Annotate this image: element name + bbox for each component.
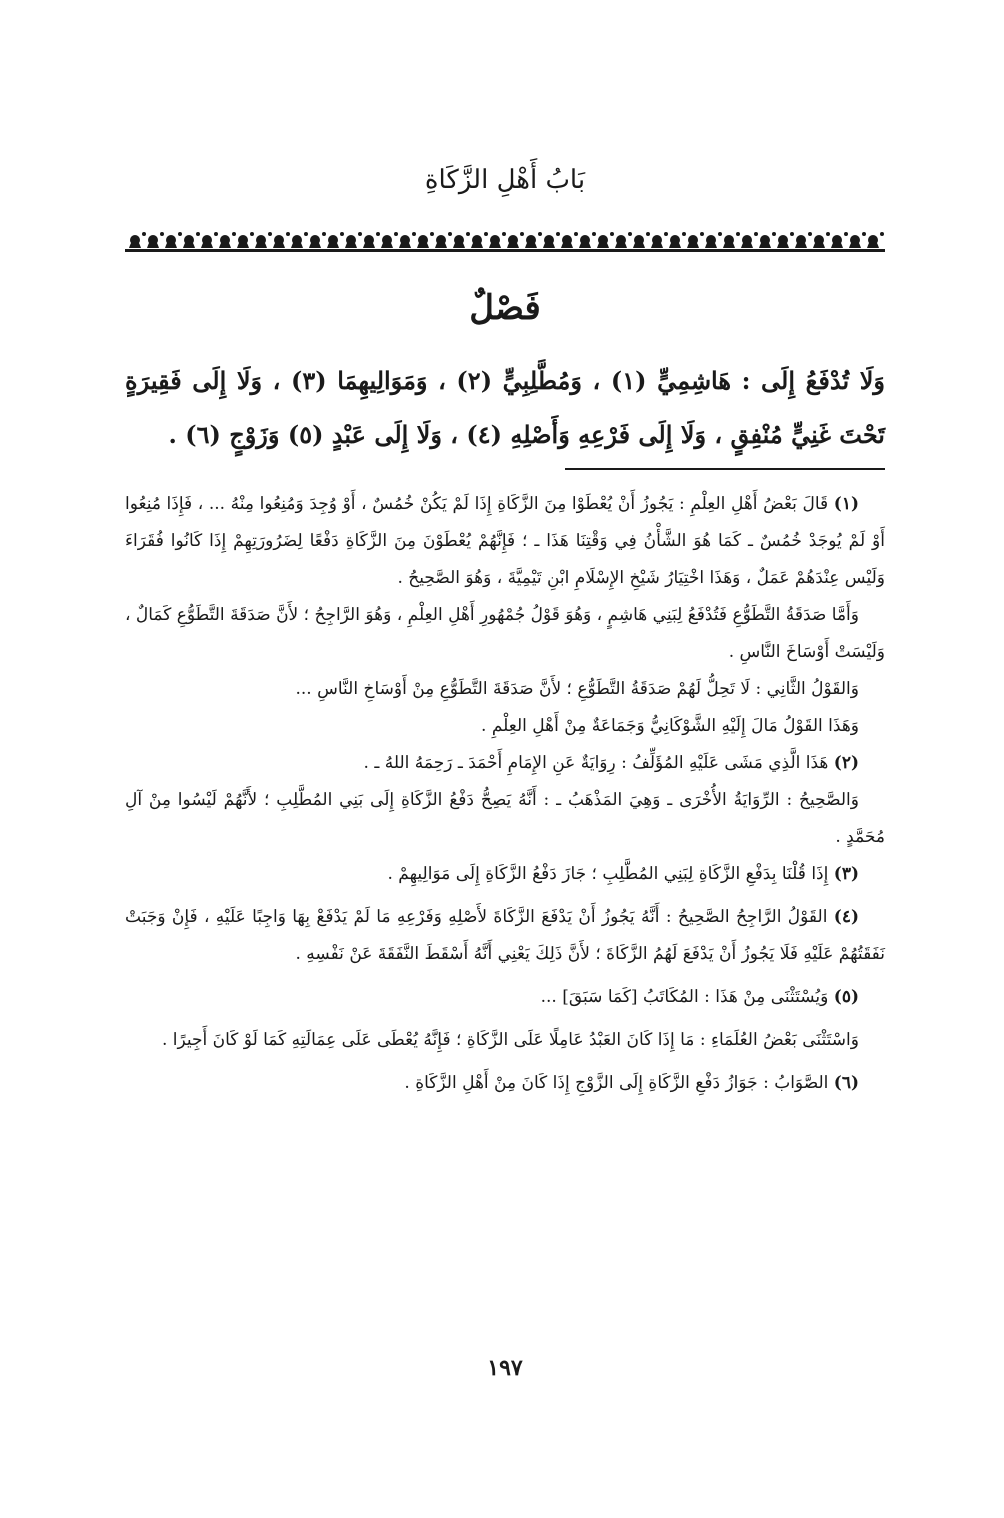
footnote-number: (٢) (833, 753, 859, 773)
ornament-dot (430, 232, 434, 236)
footnote-number: (٦) (833, 1073, 859, 1093)
ornament-dot (250, 232, 254, 236)
footnote-number: (١) (833, 494, 859, 514)
footnotes-section (125, 486, 885, 1102)
ornament-dot (394, 232, 398, 236)
main-text-paragraph: وَلَا تُدْفَعُ إِلَى : هَاشِمِيٍّ (١) ، وَمُطَّلِبِيٍّ (٢) ، وَمَوَالِيهِمَا (٣) ، وَلَا إِلَى فَقِيرَةٍ تَحْتَ غَنِيٍّ مُنْفِقٍ ، وَلَا إِلَى فَرْعِهِ وَأَصْلِهِ (٤) ، وَلَا إِلَى عَبْدٍ (٥) وَزَوْجٍ (٦) . (125, 366, 885, 449)
footnote-number: (٣) (833, 864, 859, 884)
ornament-dot (610, 232, 614, 236)
ornament-dot (772, 232, 776, 236)
ornament-dot (538, 232, 542, 236)
footnote-text: وَأَمَّا صَدَقَةُ التَّطَوُّعِ فَتُدْفَعُ لِبَنِي هَاشِمٍ ، وَهُوَ قَوْلُ جُمْهُورِ أَهْلِ العِلْمِ ، وَهُوَ الرَّاجِحُ ؛ لأَنَّ صَدَقَةَ التَّطَوُّعِ كَمَالٌ ، وَلَيْسَتْ أَوْسَاخَ النَّاسِ . (125, 605, 885, 662)
ornament-dot (322, 232, 326, 236)
ornament-dot (484, 232, 488, 236)
footnote-4 (125, 899, 885, 973)
footnote-2 (125, 745, 885, 782)
footnote-text: وَهَذَا القَوْلُ مَالَ إِلَيْهِ الشَّوْكَانِيُّ وَجَمَاعَةٌ مِنْ أَهْلِ العِلْمِ . (481, 716, 859, 736)
footnote-6 (125, 1065, 885, 1102)
ornament-dot (700, 232, 704, 236)
ornament-dot (880, 232, 884, 236)
footnote-text: وَيُسْتَثْنَى مِنْ هَذَا : المُكَاتَبُ [كَمَا سَبَقَ] ... (540, 987, 829, 1007)
ornament-dot (340, 232, 344, 236)
footnote-text: القَوْلُ الرَّاجِحُ الصَّحِيحُ : أَنَّهُ يَجُوزُ أَنْ يَدْفَعَ الزَّكَاةَ لأَصْلِهِ وَفَرْعِهِ مَا لَمْ يَدْفَعْ بِهَا وَاجِبًا عَلَيْهِ ، فَإِنْ وَجَبَتْ نَفَقَتُهُمْ عَلَيْهِ فَلَا يَجُوزُ أَنْ يَدْفَعَ لَهُمُ الزَّكَاةَ ؛ لأَنَّ ذَلِكَ يَعْنِي أَنَّهُ أَسْقَطَ النَّفَقَةَ عَنْ نَفْسِهِ . (125, 907, 885, 964)
ornament-dot (556, 232, 560, 236)
footnote-text: قَالَ بَعْضُ أَهْلِ العِلْمِ : يَجُوزُ أَنْ يُعْطَوْا مِنَ الزَّكَاةِ إِذَا لَمْ يَكُنْ خُمُسٌ ، أَوْ وُجِدَ وَمُنِعُوا مِنْهُ ... ، فَإِذَا مُنِعُوا أَوْ لَمْ يُوجَدْ خُمُسٌ ـ كَمَا هُوَ الشَّأْنُ فِي وَقْتِنَا هَذَا ـ ؛ فَإِنَّهُمْ يُعْطَوْنَ مِنَ الزَّكَاةِ دَفْعًا لِضَرُورَتِهِمْ إِذَا كَانُوا فُقَرَاءَ وَلَيْس عِنْدَهُمْ عَمَلٌ ، وَهَذَا اخْتِيَارُ شَيْخِ الإِسْلَامِ ابْنِ تَيْمِيَّةَ ، وَهُوَ الصَّحِيحُ . (125, 494, 885, 588)
footnote-1-paragraph-2 (125, 597, 885, 671)
footnote-3 (125, 856, 885, 893)
ornament-dot (412, 232, 416, 236)
ornament-dot (718, 232, 722, 236)
book-page (125, 0, 885, 1518)
ornament-dot (646, 232, 650, 236)
ornament-dot (196, 232, 200, 236)
ornament-dot (448, 232, 452, 236)
ornament-dot (826, 232, 830, 236)
footnote-2-paragraph-2 (125, 782, 885, 856)
footnote-number: (٥) (833, 987, 859, 1007)
footnote-1-paragraph-4 (125, 708, 885, 745)
ornament-dot (628, 232, 632, 236)
footnote-1 (125, 486, 885, 597)
ornament-dot (790, 232, 794, 236)
ornament-dot (682, 232, 686, 236)
footnote-text: الصَّوَابُ : جَوَازُ دَفْعِ الزَّكَاةِ إِلَى الزَّوْجِ إِذَا كَانَ مِنْ أَهْلِ الزَّكَاةِ . (404, 1073, 829, 1093)
ornament-dot (736, 232, 740, 236)
footnote-text: وَالصَّحِيحُ : الرِّوَايَةُ الأُخْرَى ـ وَهِيَ المَذْهَبُ ـ : أَنَّهُ يَصِحُّ دَفْعُ الزَّكَاةِ إِلَى بَنِي المُطَّلِبِ ؛ لأَنَّهُمْ لَيْسُوا مِنْ آلِ مُحَمَّدٍ . (125, 790, 885, 847)
ornament-dot (268, 232, 272, 236)
footnote-text: وَاسْتَثْنَى بَعْضُ العُلَمَاءِ : مَا إِذَا كَانَ العَبْدُ عَامِلًا عَلَى الزَّكَاةِ ؛ فَإِنَّهُ يُعْطَى عَلَى عِمَالَتِهِ كَمَا لَوْ كَانَ أَجِيرًا . (161, 1030, 859, 1050)
ornament-dot (304, 232, 308, 236)
ornament-dot (376, 232, 380, 236)
ornament-dot (214, 232, 218, 236)
footnote-text: هَذَا الَّذِي مَشَى عَلَيْهِ المُؤَلِّفُ : رِوَايَةٌ عَنِ الإِمَامِ أَحْمَدَ ـ رَحِمَهُ اللهُ ـ . (363, 753, 829, 773)
ornament-dot (286, 232, 290, 236)
chapter-title: بَابُ أَهْلِ الزَّكَاةِ (424, 165, 586, 195)
ornament-dot (160, 232, 164, 236)
ornament-dot (358, 232, 362, 236)
ornament-dot (808, 232, 812, 236)
footnote-1-paragraph-3 (125, 671, 885, 708)
ornament-dot (592, 232, 596, 236)
page-number: ١٩٧ (487, 1355, 523, 1381)
ornament-dot (862, 232, 866, 236)
footnote-text: إِذَا قُلْنَا بِدَفْعِ الزَّكَاةِ لِبَنِي المُطَّلِبِ ؛ جَازَ دَفْعُ الزَّكَاةِ إِلَى مَوَالِيهِمْ . (387, 864, 829, 884)
ornament-dot (142, 232, 146, 236)
ornament-dot (844, 232, 848, 236)
footnote-5 (125, 979, 885, 1016)
section-heading: فَصْلٌ (469, 288, 541, 328)
ornament-dot (574, 232, 578, 236)
decorative-border-ornament (125, 226, 885, 256)
footnote-divider (565, 468, 885, 470)
footnote-text: وَالقَوْلُ الثَّانِي : لَا تَحِلُّ لَهُمْ صَدَقَةُ التَّطَوُّعِ ؛ لأَنَّ صَدَقَةَ التَّطَوُّعِ مِنْ أَوْسَاخِ النَّاسِ ... (295, 679, 859, 699)
ornament-dot (466, 232, 470, 236)
ornament-dot (232, 232, 236, 236)
ornament-dot (502, 232, 506, 236)
ornament-dot (520, 232, 524, 236)
footnote-number: (٤) (833, 907, 859, 927)
ornament-dot (664, 232, 668, 236)
footnote-5-paragraph-2 (125, 1022, 885, 1059)
ornament-dot (754, 232, 758, 236)
ornament-dot (178, 232, 182, 236)
